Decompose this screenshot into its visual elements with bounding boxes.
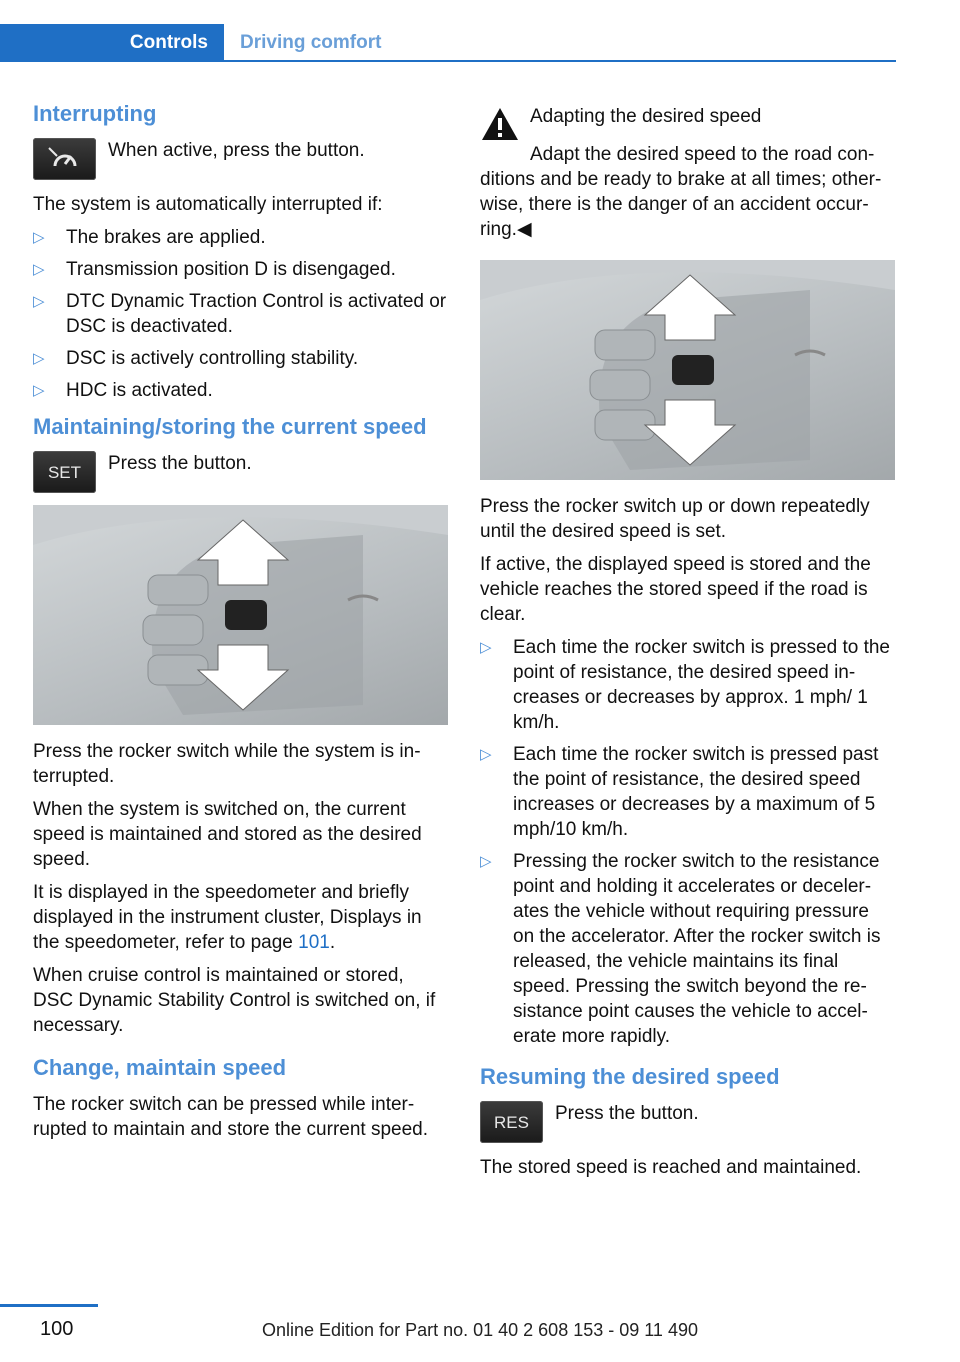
page-number: 100 (40, 1318, 74, 1340)
rocker-behaviour-list (480, 635, 895, 1049)
list-item: ▷ Each time the rocker switch is pressed past the point of resistance, the desired speed increases or decreases by a maximum of 5 mph/10 km/h. (480, 744, 879, 840)
warning-text: Adapt the desired speed to the road conditions and be ready to brake at all times; otherwise, there is the danger of an accident occurring.◀ (480, 144, 882, 240)
maintain-para-2: When the system is switched on, the current speed is maintained and stored as the desired speed. (33, 799, 422, 870)
footer-edition: Online Edition for Part no. 01 40 2 608 153 - 09 11 490 (262, 1320, 698, 1340)
heading-maintain-speed: Maintaining/storing the current speed (33, 414, 427, 439)
footer-rule (0, 1304, 98, 1307)
steering-wheel-rocker-photo (33, 505, 448, 725)
set-button-text: Press the button. (108, 453, 252, 474)
res-button-text: Press the button. (555, 1103, 699, 1124)
heading-resume-speed: Resuming the desired speed (480, 1064, 780, 1089)
triangle-bullet-icon: ▷ (33, 293, 45, 310)
interrupt-intro: The system is automatically interrupted if: (33, 194, 383, 215)
page-link[interactable]: 101 (298, 932, 330, 953)
subsection-tab[interactable]: Driving comfort (240, 32, 382, 53)
maintain-para-1: Press the rocker switch while the system is interrupted. (33, 741, 421, 787)
list-item: ▷ Transmission position D is disengaged. (33, 259, 396, 280)
res-button-row (480, 1101, 895, 1143)
heading-change-speed: Change, maintain speed (33, 1055, 287, 1080)
maintain-para-4: When cruise control is maintained or stored, DSC Dynamic Stability Control is switched on, if necessary. (33, 965, 436, 1036)
triangle-bullet-icon: ▷ (33, 229, 45, 246)
page-header (0, 0, 960, 62)
header-rule (224, 60, 896, 62)
cruise-control-button-icon (33, 138, 96, 180)
triangle-bullet-icon: ▷ (480, 853, 492, 870)
resume-para-1: The stored speed is reached and maintained. (480, 1157, 862, 1178)
list-item: ▷ DTC Dynamic Traction Control is activated or DSC is deactivated. (33, 291, 447, 337)
set-button-row (33, 451, 448, 493)
warning-block (480, 100, 895, 142)
warning-title: Adapting the desired speed (530, 106, 762, 127)
res-button-icon: RES (480, 1101, 543, 1143)
change-para-1: The rocker switch can be pressed while interrupted to maintain and store the current speed. (33, 1094, 429, 1140)
steering-wheel-rocker-photo-2 (480, 260, 895, 480)
heading-interrupting: Interrupting (33, 101, 157, 126)
list-item: ▷ Pressing the rocker switch to the resistance point and holding it accelerates or decelerates the vehicle without requiring pressure on the accelerator. After the rocker switch is released, the vehicle maintains its final speed. Pressing the switch beyond the resistance point causes the vehicle to accelerate more rapidly. (480, 851, 881, 1047)
section-tab[interactable]: Controls (0, 24, 224, 62)
list-item: ▷ The brakes are applied. (33, 227, 266, 248)
left-column (33, 100, 448, 1150)
warning-triangle-icon (480, 106, 520, 142)
list-item: ▷ HDC is activated. (33, 380, 213, 401)
list-item: ▷ Each time the rocker switch is pressed to the point of resistance, the desired speed increases or decreases by approx. 1 mph/ 1 km/h. (480, 637, 890, 733)
interrupt-button-text: When active, press the button. (108, 140, 365, 161)
triangle-bullet-icon: ▷ (33, 261, 45, 278)
right-column (480, 100, 895, 1188)
interrupt-conditions-list (33, 225, 448, 403)
rocker-para-2: If active, the displayed speed is stored and the vehicle reaches the stored speed if the road is clear. (480, 554, 871, 625)
set-button-icon: SET (33, 451, 96, 493)
triangle-bullet-icon: ▷ (480, 639, 492, 656)
triangle-bullet-icon: ▷ (480, 746, 492, 763)
rocker-para-1: Press the rocker switch up or down repeatedly until the desired speed is set. (480, 496, 870, 542)
triangle-bullet-icon: ▷ (33, 382, 45, 399)
list-item: ▷ DSC is actively controlling stability. (33, 348, 359, 369)
triangle-bullet-icon: ▷ (33, 350, 45, 367)
interrupt-button-row (33, 138, 448, 180)
maintain-para-3: It is displayed in the speedometer and briefly displayed in the instrument cluster, Displays in the speedometer, refer to page 101. (33, 882, 422, 953)
